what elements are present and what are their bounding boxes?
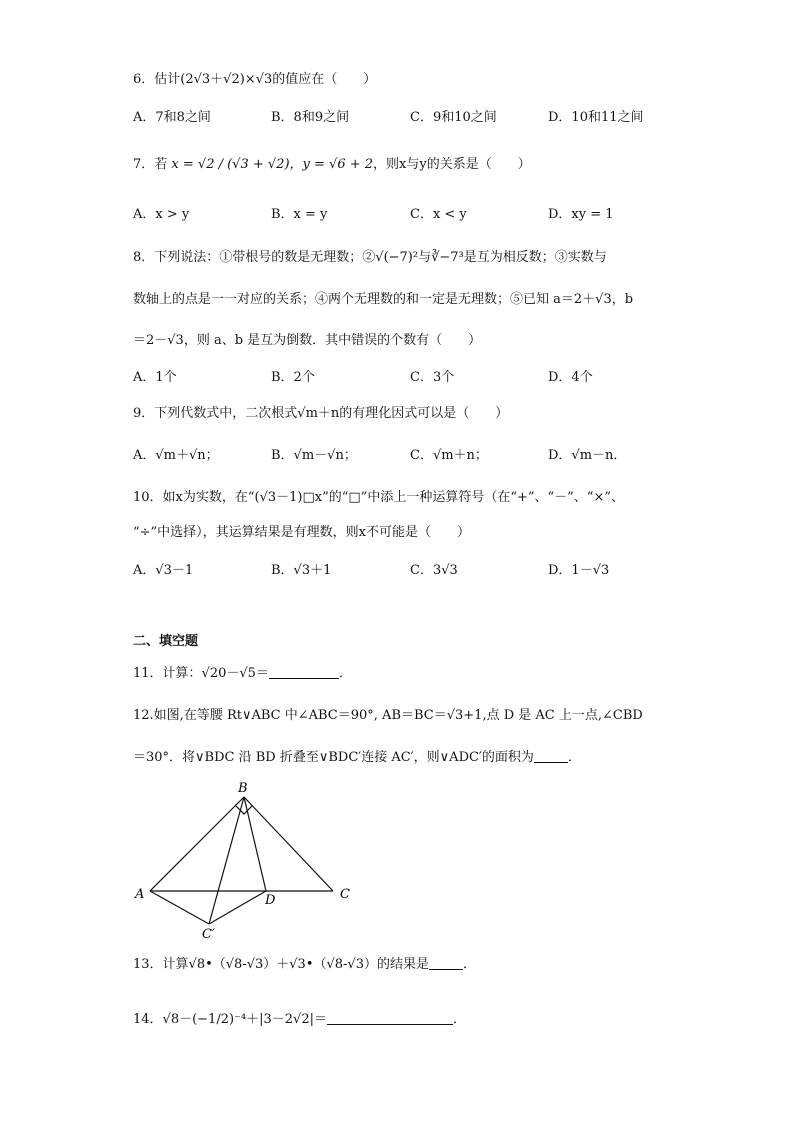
q9-option-a: A．√m＋√n； (133, 448, 219, 463)
q8-option-d: D．4个 (548, 370, 593, 385)
q7-option-b: B．x = y (271, 207, 328, 222)
q14-stem (133, 1010, 466, 1030)
q8-line-2: 数轴上的点是一一对应的关系；④两个无理数的和一定是无理数；⑤已知 a＝2＋√3，b (133, 292, 634, 307)
q13-text: 13．计算√8•（√8-√3）＋√3•（√8-√3）的结果是 (133, 957, 429, 972)
q6-prefix: 6．估计 (133, 72, 181, 87)
q14-tail: ． (453, 1012, 467, 1027)
q11-tail: ． (338, 666, 352, 681)
q8-line1-mid: 与 (418, 250, 432, 265)
q13-answer-blank[interactable] (429, 955, 463, 970)
q6-option-d: D．10和11之间 (548, 110, 644, 125)
q12-line-1: 12.如图,在等腰 Rt∨ABC 中∠ABC＝90°, AB＝BC＝√3+1,点 D 是 AC 上一点,∠CBD (133, 708, 643, 723)
q8-option-a: A．1个 (133, 370, 177, 385)
q8-line1-prefix: 8．下列说法：①带根号的数是无理数；② (133, 250, 376, 265)
q11-stem (133, 664, 352, 684)
q6-expression: (2√3＋√2)×√3 (180, 72, 273, 87)
q9-prefix: 9．下列代数式中，二次根式 (133, 406, 298, 421)
label-d: D (265, 893, 276, 908)
q9-option-b: B．√m－√n； (271, 448, 357, 463)
q10-line-1: 10．如x为实数，在“(√3－1)□x”的“□”中添上一种运算符号（在“+”、“－”、“×”、 (133, 490, 624, 505)
q7-y-expression: ，y = √6 + 2 (289, 157, 374, 172)
q8-radical-1: √(−7)² (375, 250, 419, 265)
q9-option-c: C．√m＋n； (410, 448, 488, 463)
segment-bc (244, 797, 333, 891)
q10-line-2: “÷”中选择），其运算结果是有理数，则x不可能是（ ） (133, 525, 471, 540)
q8-option-c: C．3个 (410, 370, 455, 385)
q8-option-b: B．2个 (271, 370, 315, 385)
q6-option-b: B．8和9之间 (271, 110, 350, 125)
q9-option-d: D．√m－n． (548, 448, 627, 463)
q14-answer-blank[interactable] (327, 1010, 453, 1025)
section-title: 二、填空题 (133, 634, 199, 649)
q10-option-d: D．1－√3 (548, 563, 610, 578)
segment-ab (150, 797, 244, 891)
label-c-prime: C′ (202, 927, 215, 940)
q7-x-expression: x = √2 / (√3 + √2) (171, 157, 290, 172)
label-a: A (135, 887, 145, 902)
q11-answer-blank[interactable] (269, 664, 339, 679)
q12-tail: ． (567, 750, 581, 765)
q12-line-2 (133, 748, 581, 768)
q7-option-a: A．x > y (133, 207, 190, 222)
q8-line1-suffix: 是互为相反数；③实数与 (463, 250, 607, 265)
label-b: B (238, 781, 248, 796)
q6-suffix: 的值应在（ ） (272, 72, 377, 87)
right-angle-mark (236, 806, 252, 814)
q9-suffix: 的有理化因式可以是（ ） (339, 406, 509, 421)
q13-stem (133, 955, 476, 975)
q8-line-3: ＝2－√3，则 a、b 是互为倒数．其中错误的个数有（ ） (133, 333, 482, 348)
q11-text: 11．计算：√20－√5＝ (133, 666, 269, 681)
segment-bcp (209, 797, 244, 924)
q6-option-c: C．9和10之间 (410, 110, 497, 125)
q14-text: 14．√8－(−1/2)⁻⁴＋|3－2√2|＝ (133, 1012, 327, 1027)
q6-option-a: A．7和8之间 (133, 110, 211, 125)
q6-stem (133, 70, 376, 90)
q8-radical-2: ∛−7³ (431, 250, 464, 265)
q7-stem (133, 155, 531, 175)
label-c: C (340, 887, 350, 902)
q13-tail: ． (463, 957, 477, 972)
q8-line-1 (133, 248, 607, 268)
q7-option-c: C．x < y (410, 207, 467, 222)
q7-prefix: 7．若 (133, 157, 168, 172)
q12-answer-blank[interactable] (534, 748, 568, 763)
segment-dcp (209, 891, 266, 924)
q10-option-c: C．3√3 (410, 563, 458, 578)
q7-suffix: ，则x与y的关系是（ ） (373, 157, 531, 172)
q12-line2-text: ＝30°．将∨BDC 沿 BD 折叠至∨BDC′连接 AC′，则∨ADC′的面积为 (133, 750, 534, 765)
q9-stem (133, 404, 508, 424)
q9-expression: √m＋n (297, 406, 340, 421)
segment-acp (150, 891, 209, 924)
q10-option-b: B．√3＋1 (271, 563, 332, 578)
q7-option-d: D．xy = 1 (548, 207, 614, 222)
q12-figure (130, 780, 390, 940)
q10-option-a: A．√3－1 (133, 563, 194, 578)
